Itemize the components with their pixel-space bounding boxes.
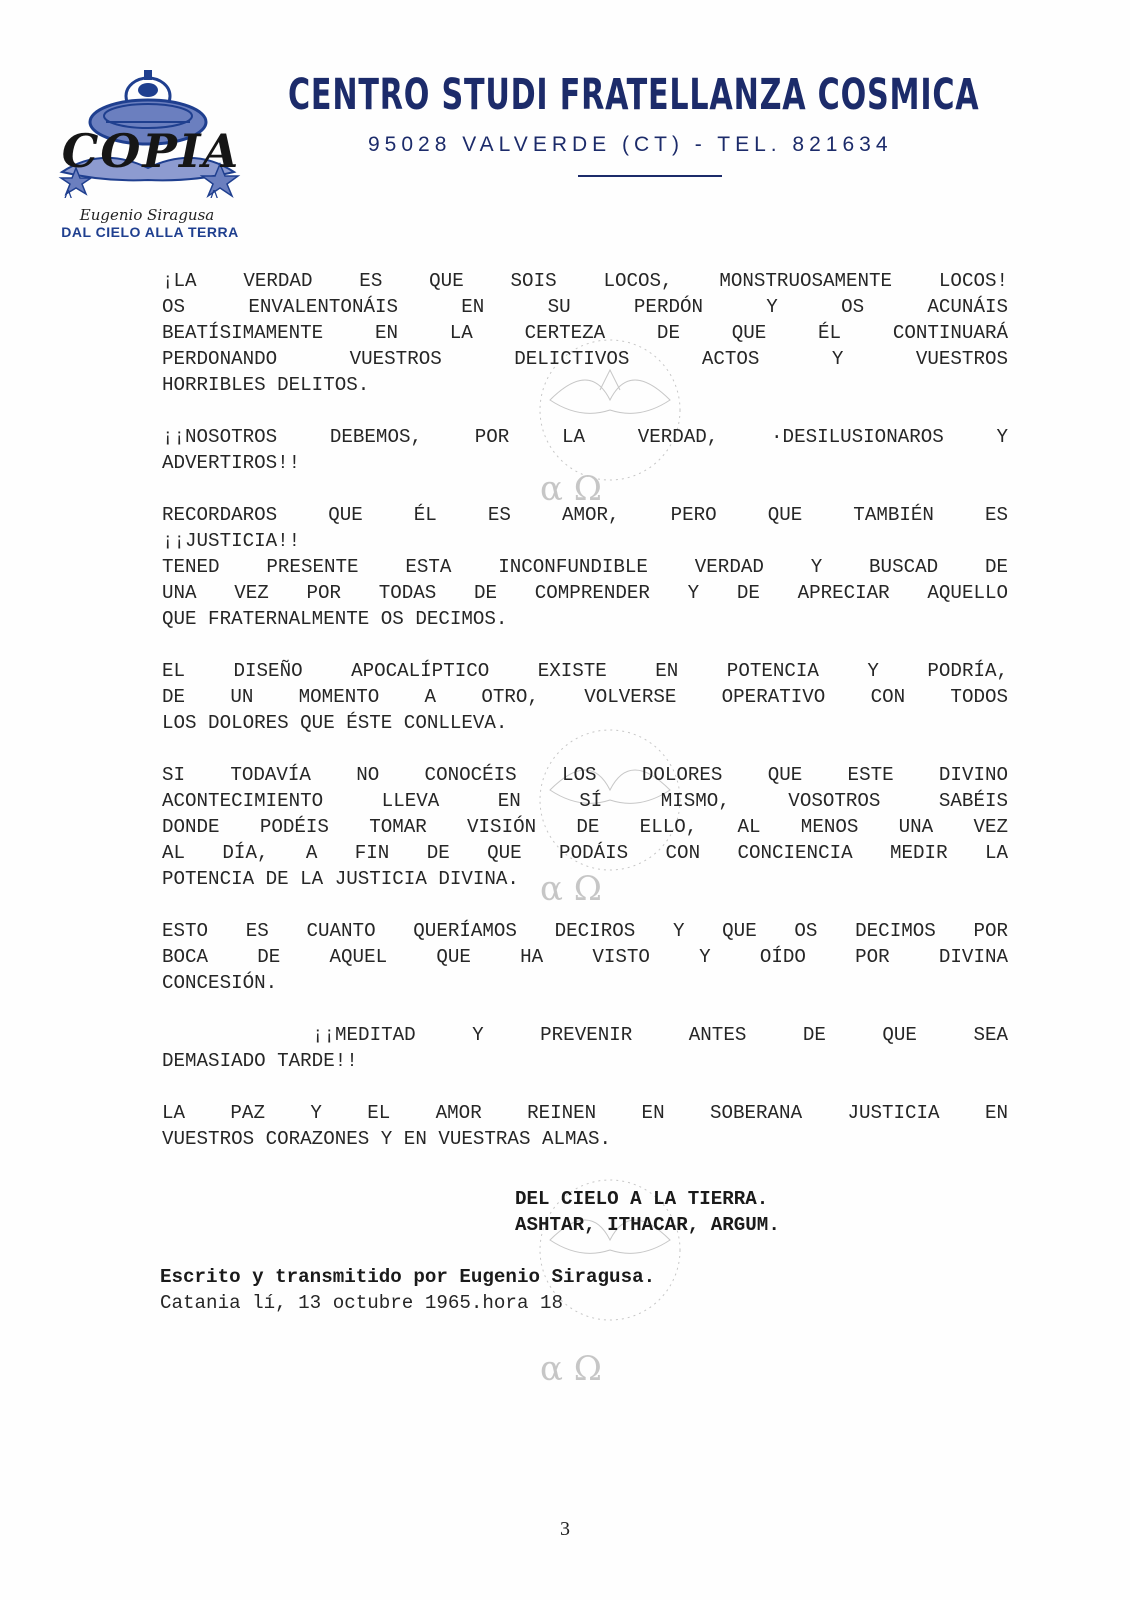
place-date: Catania lí, 13 octubre 1965.hora 18: [160, 1292, 564, 1314]
svg-text:α Ω: α Ω: [540, 869, 602, 909]
paragraph: [162, 918, 1008, 996]
text-line: ESTO ES CUANTO QUERÍAMOS DECIROS Y QUE OS DECIMOS POR: [162, 920, 1008, 942]
signature-block: [515, 1186, 780, 1238]
organization-logo: [42, 64, 252, 244]
paragraph: [162, 424, 1008, 476]
paragraph: [162, 502, 1008, 632]
paragraph: [162, 1100, 1008, 1152]
signature-names: ASHTAR, ITHACAR, ARGUM.: [515, 1214, 780, 1236]
organization-address: 95028 VALVERDE (CT) - TEL. 821634: [368, 133, 893, 156]
logo-motto: DAL CIELO ALLA TERRA: [61, 224, 239, 240]
paragraph: [162, 268, 1008, 398]
text-line: QUE FRATERNALMENTE OS DECIMOS.: [162, 608, 508, 630]
text-line: VUESTROS CORAZONES Y EN VUESTRAS ALMAS.: [162, 1128, 612, 1150]
text-line: ¡¡NOSOTROS DEBEMOS, POR LA VERDAD, ·DESILUSIONAROS Y: [162, 426, 1008, 448]
letter-body: [162, 268, 1008, 1178]
svg-text:ᴧ: ᴧ: [210, 186, 219, 202]
text-line: ¡LA VERDAD ES QUE SOIS LOCOS, MONSTRUOSAMENTE LOCOS!: [162, 270, 1008, 292]
text-line: POTENCIA DE LA JUSTICIA DIVINA.: [162, 868, 519, 890]
text-line: PERDONANDO VUESTROS DELICTIVOS ACTOS Y VUESTROS: [162, 348, 1008, 370]
text-line: HORRIBLES DELITOS.: [162, 374, 370, 396]
text-line: DEMASIADO TARDE!!: [162, 1050, 358, 1072]
text-line: AL DÍA, A FIN DE QUE PODÁIS CON CONCIENCIA MEDIR LA: [162, 842, 1008, 864]
written-by: Escrito y transmitido por Eugenio Siragusa.: [160, 1266, 656, 1288]
paragraph: [162, 1022, 1008, 1074]
signature-line: DEL CIELO A LA TIERRA.: [515, 1188, 769, 1210]
svg-text:α Ω: α Ω: [540, 469, 602, 509]
header-divider: [578, 175, 722, 177]
text-line: BEATÍSIMAMENTE EN LA CERTEZA DE QUE ÉL CONTINUARÁ: [162, 322, 1008, 344]
text-line: DE UN MOMENTO A OTRO, VOLVERSE OPERATIVO CON TODOS: [162, 686, 1008, 708]
paragraph: [162, 658, 1008, 736]
text-line: LA PAZ Y EL AMOR REINEN EN SOBERANA JUSTICIA EN: [162, 1102, 1008, 1124]
organization-name: CENTRO STUDI FRATELLANZA COSMICA: [288, 70, 980, 120]
svg-text:ᴧ: ᴧ: [64, 186, 73, 202]
text-line: ACONTECIMIENTO LLEVA EN SÍ MISMO, VOSOTROS SABÉIS: [162, 790, 1008, 812]
transmission-note: [160, 1264, 655, 1316]
text-line: TENED PRESENTE ESTA INCONFUNDIBLE VERDAD Y BUSCAD DE: [162, 556, 1008, 578]
text-line: ¡¡JUSTICIA!!: [162, 530, 301, 552]
text-line: ADVERTIROS!!: [162, 452, 301, 474]
text-line: ¡¡MEDITAD Y PREVENIR ANTES DE QUE SEA: [312, 1024, 1008, 1046]
copia-stamp: COPIA: [61, 124, 241, 178]
text-line: OS ENVALENTONÁIS EN SU PERDÓN Y OS ACUNÁIS: [162, 296, 1008, 318]
paragraph: [162, 762, 1008, 892]
text-line: LOS DOLORES QUE ÉSTE CONLLEVA.: [162, 712, 508, 734]
text-line: DONDE PODÉIS TOMAR VISIÓN DE ELLO, AL MENOS UNA VEZ: [162, 816, 1008, 838]
text-line: SI TODAVÍA NO CONOCÉIS LOS DOLORES QUE ESTE DIVINO: [162, 764, 1008, 786]
text-line: UNA VEZ POR TODAS DE COMPRENDER Y DE APRECIAR AQUELLO: [162, 582, 1008, 604]
svg-text:α Ω: α Ω: [540, 1349, 602, 1389]
logo-signature: Eugenio Siragusa: [79, 206, 215, 224]
text-line: CONCESIÓN.: [162, 972, 278, 994]
page-number: 3: [560, 1518, 570, 1540]
text-line: EL DISEÑO APOCALÍPTICO EXISTE EN POTENCIA Y PODRÍA,: [162, 660, 1008, 682]
text-line: BOCA DE AQUEL QUE HA VISTO Y OÍDO POR DIVINA: [162, 946, 1008, 968]
text-line: RECORDAROS QUE ÉL ES AMOR, PERO QUE TAMBIÉN ES: [162, 504, 1008, 526]
